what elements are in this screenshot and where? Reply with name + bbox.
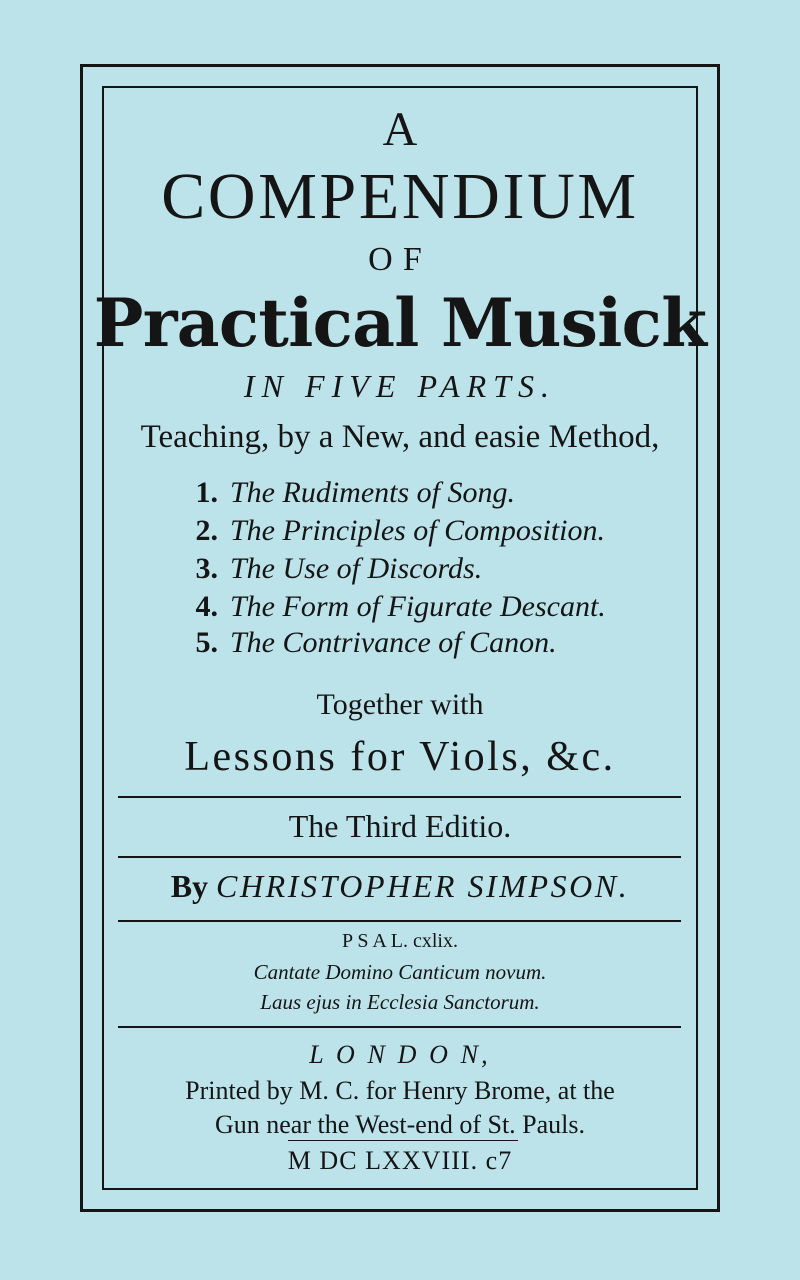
outer-border-top — [80, 64, 720, 67]
title-in-five-parts: IN FIVE PARTS. — [243, 368, 557, 404]
list-item-text: The Contrivance of Canon. — [230, 626, 557, 659]
divider — [118, 796, 681, 798]
imprint-city: L O N D O N, — [309, 1040, 491, 1069]
lessons-for-viols-line: Lessons for Viols, &c. — [184, 734, 616, 780]
list-item-number: 4. — [195, 590, 218, 623]
list-item — [0, 552, 800, 592]
list-item — [0, 626, 800, 666]
divider — [118, 920, 681, 922]
title-a: A — [382, 103, 418, 156]
list-item-number: 3. — [195, 552, 218, 585]
imprint-line-2: Gun near the West-end of St. Pauls. — [214, 1110, 586, 1139]
list-item-text: The Principles of Composition. — [230, 514, 605, 547]
edition-line: The Third Editio. — [288, 808, 512, 844]
author-line — [0, 866, 800, 906]
author-prefix: By — [170, 868, 209, 904]
list-item-text: The Use of Discords. — [230, 552, 483, 585]
list-item — [0, 590, 800, 630]
epigraph-line-2: Laus ejus in Ecclesia Sanctorum. — [260, 990, 540, 1014]
list-item-number: 2. — [195, 514, 218, 547]
title-practical-musick: Practical Musick — [93, 284, 707, 362]
title-of: OF — [368, 241, 432, 278]
epigraph-line-1: Cantate Domino Canticum novum. — [253, 960, 547, 984]
imprint-line-1: Printed by M. C. for Henry Brome, at the — [185, 1076, 615, 1105]
divider — [118, 1026, 681, 1028]
author-name: CHRISTOPHER SIMPSON. — [216, 868, 630, 904]
list-item-number: 5. — [195, 626, 218, 659]
list-item — [0, 514, 800, 554]
inner-border-bottom — [102, 1188, 698, 1190]
imprint-date: M DC LXXVIII. c7 — [287, 1146, 513, 1175]
list-item-text: The Rudiments of Song. — [230, 476, 515, 509]
list-item-number: 1. — [195, 476, 218, 509]
divider — [288, 1140, 518, 1141]
outer-border-bottom — [80, 1209, 720, 1212]
inner-border-top — [102, 86, 698, 88]
list-item — [0, 476, 800, 516]
title-teaching-line: Teaching, by a New, and easie Method, — [140, 419, 660, 455]
psalm-reference: P S A L. cxlix. — [342, 930, 458, 952]
together-with-line: Together with — [316, 688, 484, 721]
title-compendium: COMPENDIUM — [161, 160, 639, 233]
list-item-text: The Form of Figurate Descant. — [230, 590, 606, 623]
divider — [118, 856, 681, 858]
